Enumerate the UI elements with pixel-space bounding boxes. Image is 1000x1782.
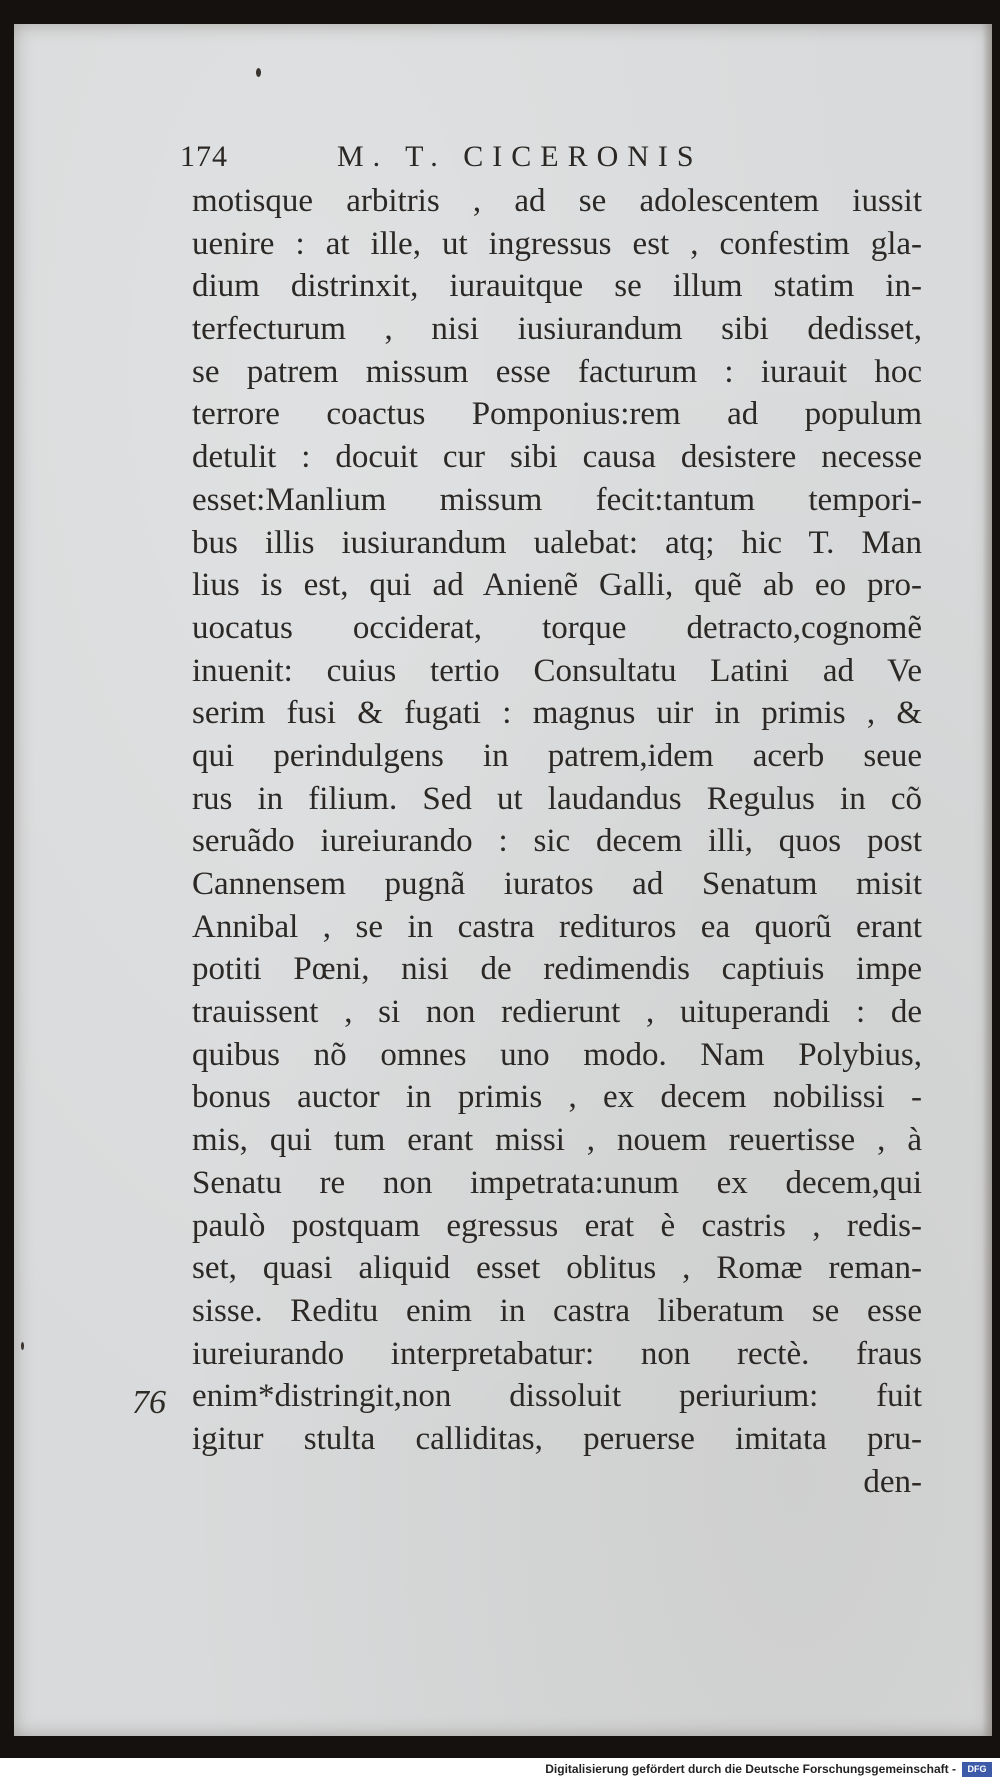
text-line: Annibal , se in castra redituros ea quorũ erant <box>192 908 922 945</box>
text-line: bonus auctor in primis , ex decem nobilissi - <box>192 1079 922 1116</box>
text-line: esset:Manlium missum fecit:tantum tempori- <box>192 481 922 518</box>
text-line: sisse. Reditu enim in castra liberatum se esse <box>192 1292 922 1329</box>
catchword: den- <box>863 1463 922 1500</box>
page-edge-shadow <box>982 24 992 1736</box>
text-line: quibus nõ omnes uno modo. Nam Polybius, <box>192 1036 922 1073</box>
text-line: bus illis iusiurandum ualebat: atq; hic T. Man <box>192 524 922 561</box>
text-line: lius is est, qui ad Anienẽ Galli, quẽ ab eo pro- <box>192 567 922 604</box>
text-line: serim fusi & fugati : magnus uir in primis , & <box>192 695 922 732</box>
text-line: potiti Pœni, nisi de redimendis captiuis impe <box>192 951 922 988</box>
text-line: uocatus occiderat, torque detracto,cognomẽ <box>192 609 922 646</box>
text-line: dium distrinxit, iurauitque se illum statim in- <box>192 268 922 305</box>
text-line: mis, qui tum erant missi , nouem reuertisse , à <box>192 1122 922 1159</box>
funding-credit: Digitalisierung gefördert durch die Deutsche Forschungsgemeinschaft - <box>545 1762 956 1776</box>
ink-speck <box>21 1342 24 1350</box>
text-line: Cannensem pugnã iuratos ad Senatum misit <box>192 866 922 902</box>
text-line: igitur stulta calliditas, peruerse imitata pru- <box>192 1420 922 1457</box>
text-line: se patrem missum esse facturum : iurauit hoc <box>192 353 922 390</box>
dfg-logo: DFG <box>962 1762 992 1777</box>
text-line: terfecturum , nisi iusiurandum sibi dedisset, <box>192 311 922 348</box>
text-line: seruãdo iureiurando : sic decem illi, quos post <box>192 823 922 860</box>
ink-speck <box>256 68 261 77</box>
page-number: 174 <box>180 140 228 173</box>
text-line: inuenit: cuius tertio Consultatu Latini ad Ve <box>192 652 922 689</box>
text-line: enim*distringit,non dissoluit periurium: fuit <box>192 1378 922 1415</box>
text-line: motisque arbitris , ad se adolescentem iussit <box>192 183 922 219</box>
text-line: paulò postquam egressus erat è castris , redis- <box>192 1207 922 1244</box>
text-line: iureiurando interpretabatur: non rectè. fraus <box>192 1335 922 1372</box>
text-line: Senatu re non impetrata:unum ex decem,qui <box>192 1164 922 1201</box>
handwritten-margin-note: 76 <box>132 1384 166 1421</box>
text-line: qui perindulgens in patrem,idem acerb seue <box>192 737 922 774</box>
text-line: detulit : docuit cur sibi causa desistere necesse <box>192 439 922 476</box>
text-line: terrore coactus Pomponius:rem ad populum <box>192 396 922 433</box>
text-line: rus in filium. Sed ut laudandus Regulus in cõ <box>192 780 922 817</box>
text-line: set, quasi aliquid esset oblitus , Romæ reman- <box>192 1250 922 1287</box>
running-title: M. T. CICERONIS <box>337 140 703 173</box>
digitization-footer <box>0 1758 1000 1782</box>
body-text <box>192 180 922 1503</box>
text-line: trauissent , si non redierunt , uituperandi : de <box>192 994 922 1031</box>
text-line: uenire : at ille, ut ingressus est , confestim gla- <box>192 225 922 262</box>
